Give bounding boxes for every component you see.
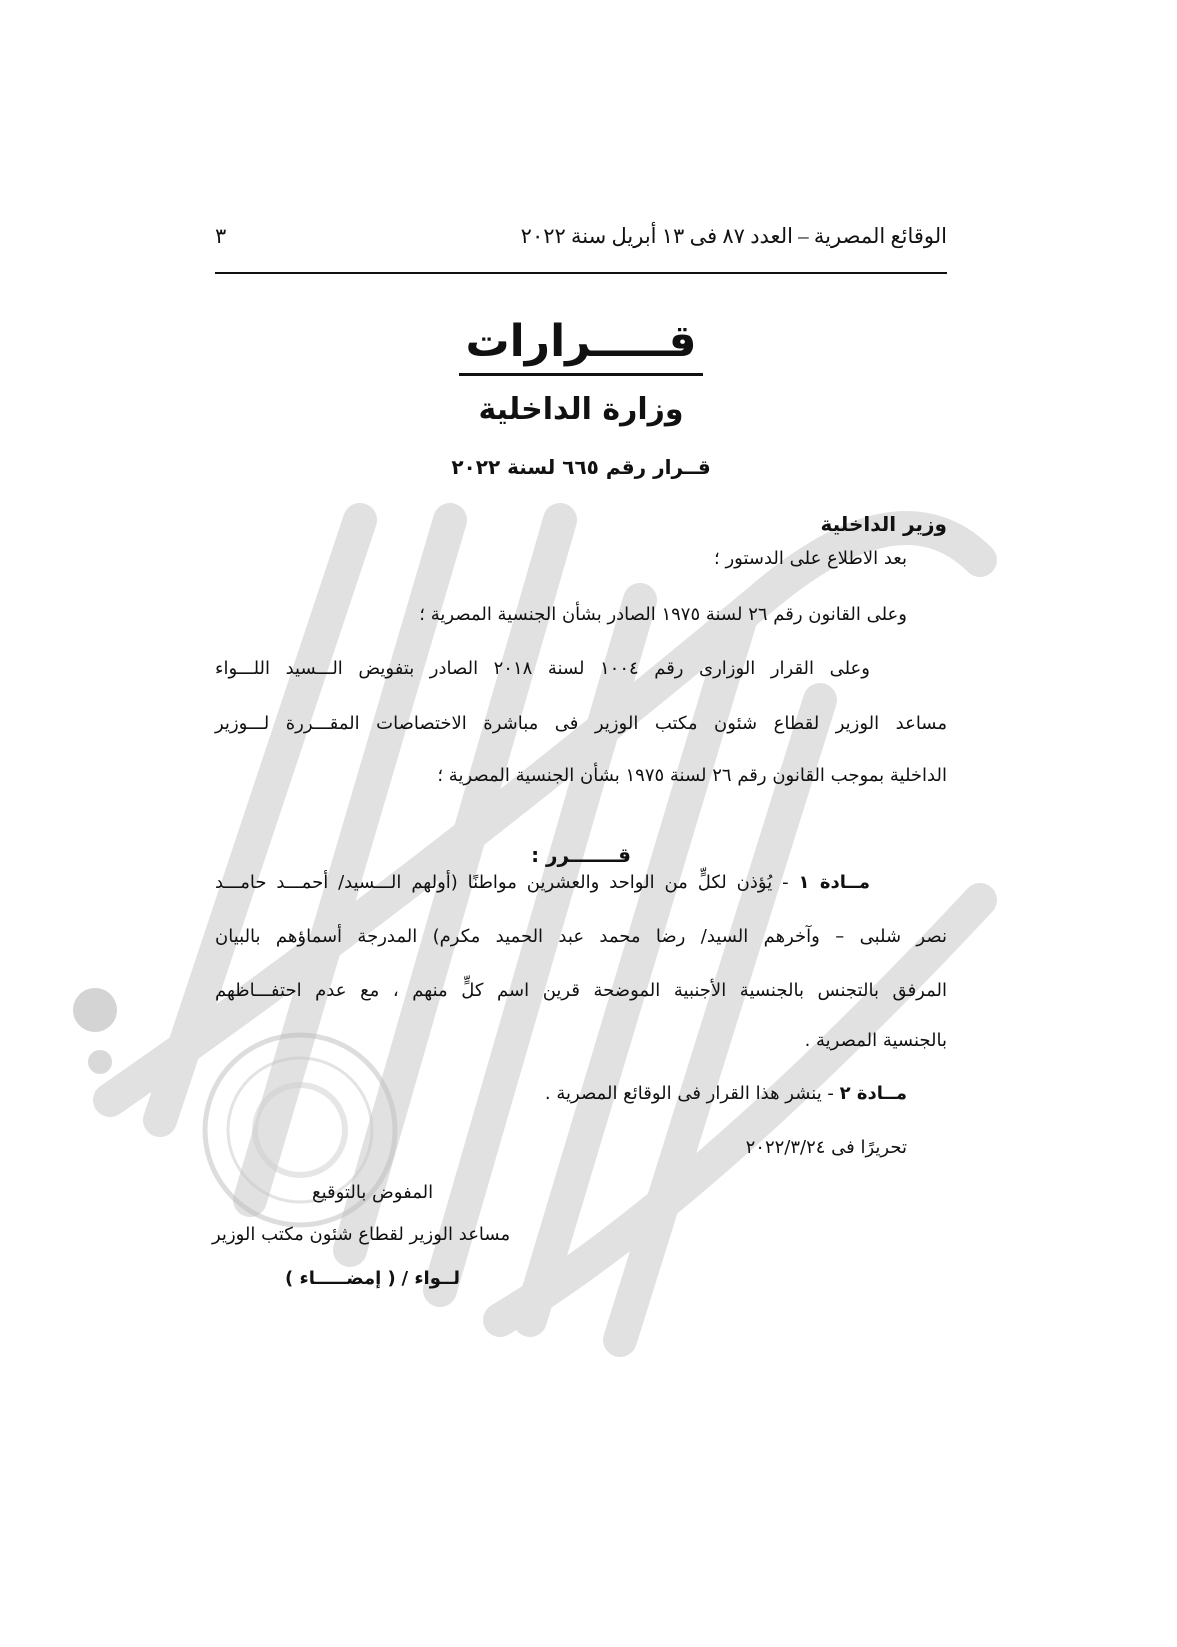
decides-heading: قـــــــرر : (531, 843, 631, 867)
gazette-header-title: الوقائع المصرية – العدد ٨٧ فى ١٣ أبريل سنة ٢٠٢٢ (520, 224, 947, 248)
watermark-dot-icon (73, 988, 117, 1032)
article-1-first-line (215, 872, 870, 893)
header-divider (215, 272, 947, 274)
article-1-line: نصر شلبى – وآخرهم السيد/ رضا محمد عبد الحميد مكرم) المدرجة أسماؤهم بالبيان (215, 926, 947, 947)
article-2-text: - ينشر هذا القرار فى الوقائع المصرية . (544, 1083, 840, 1104)
delegation-line: مساعد الوزير لقطاع شئون مكتب الوزير فى مباشرة الاختصاصات المقـــررة لـــوزير (215, 713, 947, 734)
page-header (215, 224, 947, 264)
article-2-label: مــادة ٢ (839, 1083, 907, 1104)
preamble-line: وعلى القانون رقم ٢٦ لسنة ١٩٧٥ الصادر بشأن الجنسية المصرية ؛ (419, 604, 907, 625)
page-number: ٣ (215, 224, 227, 248)
delegation-line: الداخلية بموجب القانون رقم ٢٦ لسنة ١٩٧٥ بشأن الجنسية المصرية ؛ (437, 765, 947, 786)
delegation-line: وعلى القرار الوزارى رقم ١٠٠٤ لسنة ٢٠١٨ الصادر بتفويض الـــسيد اللـــواء (215, 658, 870, 679)
section-title: قـــــرارات (215, 316, 947, 367)
signature-signed: ( إمضـــــاء ) (285, 1268, 396, 1289)
signature-position: مساعد الوزير لقطاع شئون مكتب الوزير (212, 1224, 511, 1245)
article-2 (545, 1083, 907, 1104)
decree-number: قــرار رقم ٦٦٥ لسنة ٢٠٢٢ (451, 455, 711, 479)
preamble-line: بعد الاطلاع على الدستور ؛ (714, 548, 907, 569)
article-1-text: - يُؤذن لكلٍّ من الواحد والعشرين مواطنًا (أولهم الـــسيد/ أحمـــد حامـــد (215, 872, 799, 893)
minister-heading: وزير الداخلية (820, 512, 947, 536)
ministry-name: وزارة الداخلية (478, 392, 684, 427)
signature-delegated: المفوض بالتوقيع (312, 1182, 434, 1203)
issue-date: تحريرًا فى ٢٠٢٢/٣/٢٤ (745, 1137, 907, 1158)
article-1-line: بالجنسية المصرية . (804, 1030, 947, 1051)
article-1-label: مــادة ١ (798, 872, 870, 893)
article-1-line: المرفق بالتجنس بالجنسية الأجنبية الموضحة قرين اسم كلٍّ منهم ، مع عدم احتفـــاظهم (215, 980, 947, 1001)
signature-block (285, 1268, 460, 1289)
signature-rank: لــواء / (401, 1268, 461, 1289)
